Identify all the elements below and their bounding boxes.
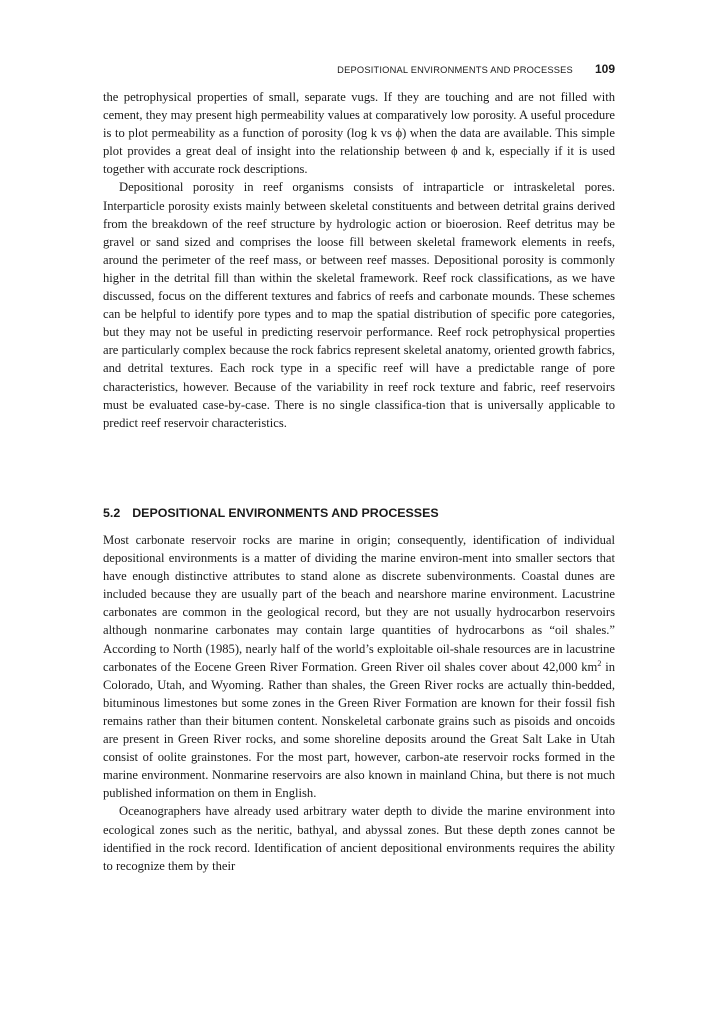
body-text-section	[103, 531, 615, 875]
paragraph-marine-origin	[103, 531, 615, 802]
section-title: DEPOSITIONAL ENVIRONMENTS AND PROCESSES	[132, 506, 439, 520]
paragraph-vugs: the petrophysical properties of small, separate vugs. If they are touching and are not filled with cement, they may present high permeability values at comparatively low porosity. A useful procedure is to plot permeability as a function of porosity (log k vs ϕ) when the data are available. This simple plot provides a great deal of insight into the relationship between ϕ and k, especially if it is used together with accurate rock descriptions.	[103, 90, 615, 177]
paragraph-marine-origin-part1: Most carbonate reservoir rocks are marine in origin; consequently, identification of individual depositional environments is a matter of dividing the marine environ-ment into smaller sectors that have enough distinctive attributes to stand alone as discrete subenvironments. Coastal dunes are included because they are usually part of the beach and nearshore marine environment. Lacustrine carbonates are common in the geological record, but they are not usually hydrocarbon reservoirs although nonmarine carbonates may contain large quantities of hydrocarbons as “oil shales.” According to North (1985), nearly half of the world’s exploitable oil-shale resources are in lacustrine carbonates of the Eocene Green River Formation. Green River oil shales cover about 42,000 km	[103, 533, 615, 674]
page-number: 109	[594, 62, 615, 76]
paragraph-reef-porosity: Depositional porosity in reef organisms consists of intraparticle or intraskeletal pores. Interparticle porosity exists mainly between skeletal constituents and between detrital grains derived from the breakdown of the reef structure by hydrologic action or bioerosion. Reef detritus may be gravel or sand sized and comprises the loose fill between skeletal framework elements in reefs, around the perimeter of the reef mass, or between reef masses. Depositional porosity is commonly higher in the detrital fill than within the skeletal framework. Reef rock classifications, as we have discussed, focus on the different textures and fabrics of reefs and carbonate mounds. These schemes can be helpful to identify pore types and to map the spatial distribution of specific pore categories, but they may not be useful in predicting reservoir performance. Reef rock petrophysical properties are particularly complex because the rock fabrics represent skeletal anatomy, oriented growth fabrics, and detrital textures. Each rock type in a specific reef will have a predictable range of pore characteristics, however. Because of the variability in reef rock texture and fabric, reef reservoirs must be evaluated case-by-case. There is no single classifica-tion that is universally applicable to predict reef reservoir characteristics.	[103, 180, 615, 430]
document-page	[103, 0, 615, 1024]
section-heading	[103, 505, 615, 521]
paragraph-oceanographers: Oceanographers have already used arbitrary water depth to divide the marine environment into ecological zones such as the neritic, bathyal, and abyssal zones. But these depth zones cannot be identified in the rock record. Identification of ancient depositional environments requires the ability to recognize them by their	[103, 804, 615, 873]
superscript-two: 2	[597, 658, 602, 668]
running-header	[337, 62, 615, 76]
running-title: DEPOSITIONAL ENVIRONMENTS AND PROCESSES	[337, 65, 573, 75]
body-text-top	[103, 88, 615, 432]
section-number: 5.2	[103, 506, 121, 520]
paragraph-marine-origin-part2: in Colorado, Utah, and Wyoming. Rather than shales, the Green River rocks are actually thin-bedded, bituminous limestones but some zones in the Green River Formation are known for their fossil fish remains rather than their bitumen content. Nonskeletal carbonate grains such as pisoids and oncoids are present in Green River rocks, and some shoreline deposits around the Great Salt Lake in Utah consist of oolite grainstones. For the most part, however, carbon-ate reservoir rocks formed in the marine environment. Nonmarine reservoirs are also known in mainland China, but there is not much published information on them in English.	[103, 659, 615, 801]
